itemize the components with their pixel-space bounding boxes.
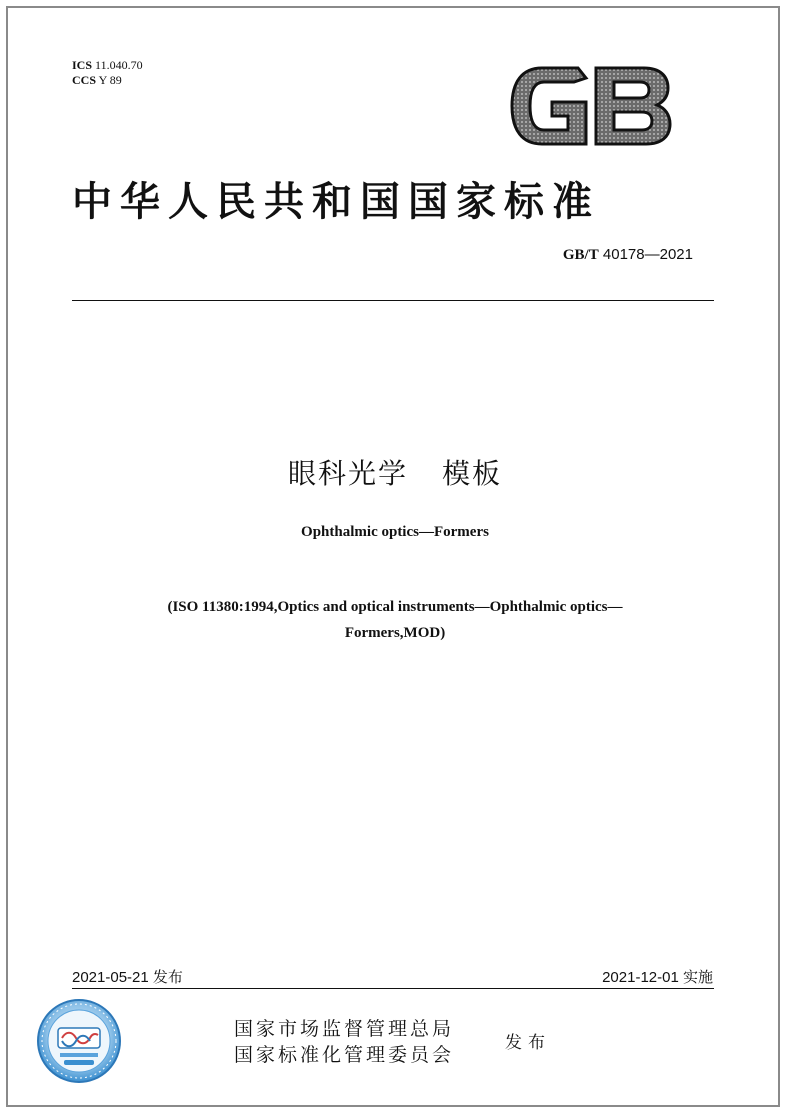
implement-date: 2021-12-01 实施	[602, 969, 713, 986]
english-title: Ophthalmic optics—Formers	[301, 524, 489, 540]
iso-reference	[0, 594, 790, 646]
standard-number	[563, 246, 693, 264]
anti-counterfeit-seal-icon	[36, 998, 122, 1084]
ccs-line	[72, 73, 122, 88]
ics-label: ICS	[72, 58, 93, 72]
standard-number-prefix: GB/T	[562, 247, 599, 263]
gb-logo	[508, 64, 674, 148]
iso-reference-line1: (ISO 11380:1994,Optics and optical instruments—Ophthalmic optics—	[167, 599, 623, 615]
chinese-title-part1: 眼科光学	[287, 457, 408, 490]
issuer-samr: 国家市场监督管理总局	[234, 1018, 455, 1040]
chinese-title	[0, 452, 790, 492]
iso-reference-line2: Formers,MOD)	[344, 625, 446, 641]
ccs-code: Y 89	[98, 73, 122, 87]
publish-date: 2021-05-21 发布	[72, 969, 183, 986]
ics-code: 11.040.70	[95, 58, 143, 72]
bottom-divider	[72, 988, 714, 989]
standard-number-value: 40178—2021	[602, 246, 693, 263]
issuer-sac: 国家标准化管理委员会	[234, 1044, 455, 1066]
ics-line	[72, 58, 143, 73]
issue-label: 发布	[505, 1033, 551, 1053]
issuing-authorities	[234, 1016, 454, 1068]
ccs-label: CCS	[72, 73, 97, 87]
chinese-title-part2: 模板	[442, 457, 503, 490]
national-standard-title: 中华人民共和国国家标准	[72, 179, 600, 225]
top-divider	[72, 300, 714, 301]
